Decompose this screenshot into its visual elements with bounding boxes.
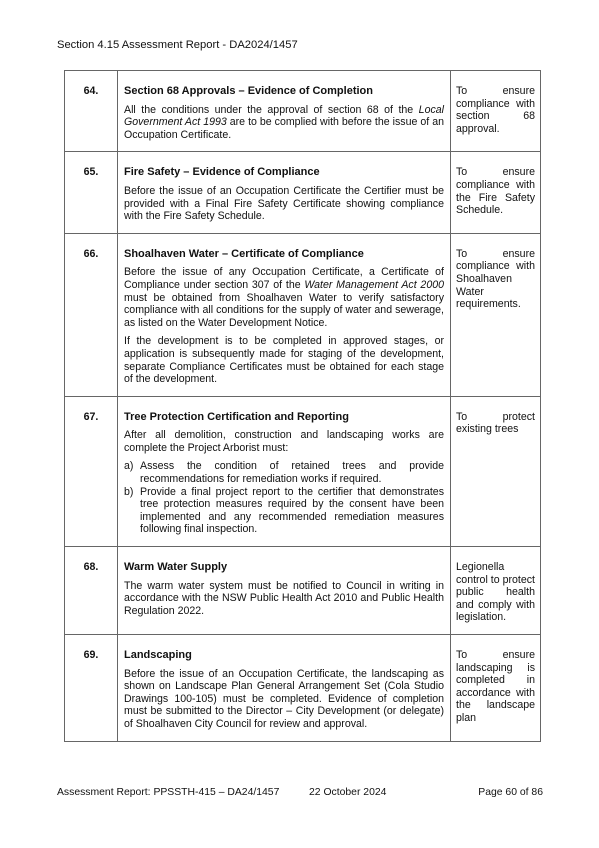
- footer-page-number: Page 60 of 86: [478, 787, 543, 798]
- condition-title: Landscaping: [124, 649, 192, 661]
- page-header: Section 4.15 Assessment Report - DA2024/1457: [57, 39, 298, 51]
- list-item-text: Assess the condition of retained trees and provide recommendations for remediation works if required.: [140, 460, 444, 486]
- list-item: [124, 460, 444, 485]
- list-item: [124, 486, 444, 536]
- condition-paragraph: [124, 668, 444, 731]
- condition-reason: To ensure landscaping is completed in accordance with the landscape plan: [451, 635, 541, 742]
- condition-title: Fire Safety – Evidence of Compliance: [124, 166, 320, 179]
- legislation-title: Local Government Act 1993: [124, 103, 444, 129]
- condition-title: Tree Protection Certification and Reporting: [124, 410, 349, 423]
- paragraph-text: Before the issue of an Occupation Certificate the Certifier must be provided with a Final Fire Safety Certificate showing compliance with the Fire Safety Schedule.: [124, 184, 444, 223]
- legislation-title: Water Management Act 2000: [304, 278, 444, 291]
- paragraph-text: If the development is to be completed in approved stages, or application is subsequently made for staging of the development, separate Compliance Certificates must be obtained for each stage of the development.: [124, 335, 444, 386]
- conditions-table: [64, 70, 541, 742]
- footer-report-ref: Assessment Report: PPSSTH-415 – DA24/1457: [57, 787, 280, 798]
- condition-reason: To ensure compliance with section 68 approval.: [451, 71, 541, 152]
- condition-description: [118, 547, 451, 635]
- condition-row: [65, 71, 541, 152]
- condition-paragraph: [124, 335, 444, 385]
- list-item-text: Provide a final project report to the certifier that demonstrates tree protection measures required by the consent have been implemented and any recommended remediation measures following final inspection.: [140, 485, 444, 536]
- paragraph-text: The warm water system must be notified to Council in writing in accordance with the NSW Public Health Act 2010 and Public Health Regulation 2022.: [124, 579, 444, 617]
- condition-number: 68.: [65, 547, 118, 635]
- condition-number: 66.: [65, 233, 118, 396]
- condition-paragraph: [124, 266, 444, 329]
- condition-title: Section 68 Approvals – Evidence of Completion: [124, 85, 373, 97]
- condition-description: [118, 635, 451, 742]
- condition-paragraph: [124, 185, 444, 223]
- condition-reason: To ensure compliance with Shoalhaven Water requirements.: [451, 233, 541, 396]
- condition-number: 69.: [65, 635, 118, 742]
- paragraph-text: must be obtained from Shoalhaven Water to verify satisfactory compliance with all conditions for the supply of water and sewerage, as listed on the Water Development Notice.: [124, 291, 444, 329]
- condition-row: [65, 233, 541, 396]
- paragraph-text: All the conditions under the approval of section 68 of the: [124, 103, 419, 116]
- condition-paragraph: [124, 580, 444, 618]
- condition-reason: Legionella control to protect public health and comply with legislation.: [451, 547, 541, 635]
- condition-row: [65, 152, 541, 233]
- list-marker: a): [124, 460, 134, 473]
- paragraph-text: are to be complied with before the issue of an Occupation Certificate.: [124, 116, 444, 141]
- condition-title: Shoalhaven Water – Certificate of Compliance: [124, 247, 364, 260]
- footer-date: 22 October 2024: [309, 787, 387, 798]
- condition-number: 65.: [65, 152, 118, 233]
- condition-row: [65, 547, 541, 635]
- condition-row: [65, 396, 541, 546]
- list-marker: b): [124, 485, 134, 498]
- condition-description: [118, 233, 451, 396]
- condition-description: [118, 152, 451, 233]
- paragraph-text: After all demolition, construction and landscaping works are complete the Project Arborist must:: [124, 429, 444, 454]
- paragraph-text: Before the issue of any Occupation Certificate, a Certificate of Compliance under section 307 of the: [124, 266, 444, 291]
- condition-reason: To protect existing trees: [451, 396, 541, 546]
- condition-description: [118, 71, 451, 152]
- condition-number: 64.: [65, 71, 118, 152]
- condition-reason: To ensure compliance with the Fire Safety Schedule.: [451, 152, 541, 233]
- condition-list: [124, 460, 444, 536]
- condition-paragraph: [124, 429, 444, 454]
- condition-description: [118, 396, 451, 546]
- condition-title: Warm Water Supply: [124, 561, 228, 574]
- paragraph-text: Before the issue of an Occupation Certificate, the landscaping as shown on Landscape Plan General Arrangement Set (Cola Studio Drawings 100-105) must be completed. Evidence of completion must be submitted to the Director – City Development (or delegate) of Shoalhaven City Council for review and approval.: [124, 667, 444, 730]
- condition-paragraph: [124, 104, 444, 142]
- condition-row: [65, 635, 541, 742]
- condition-number: 67.: [65, 396, 118, 546]
